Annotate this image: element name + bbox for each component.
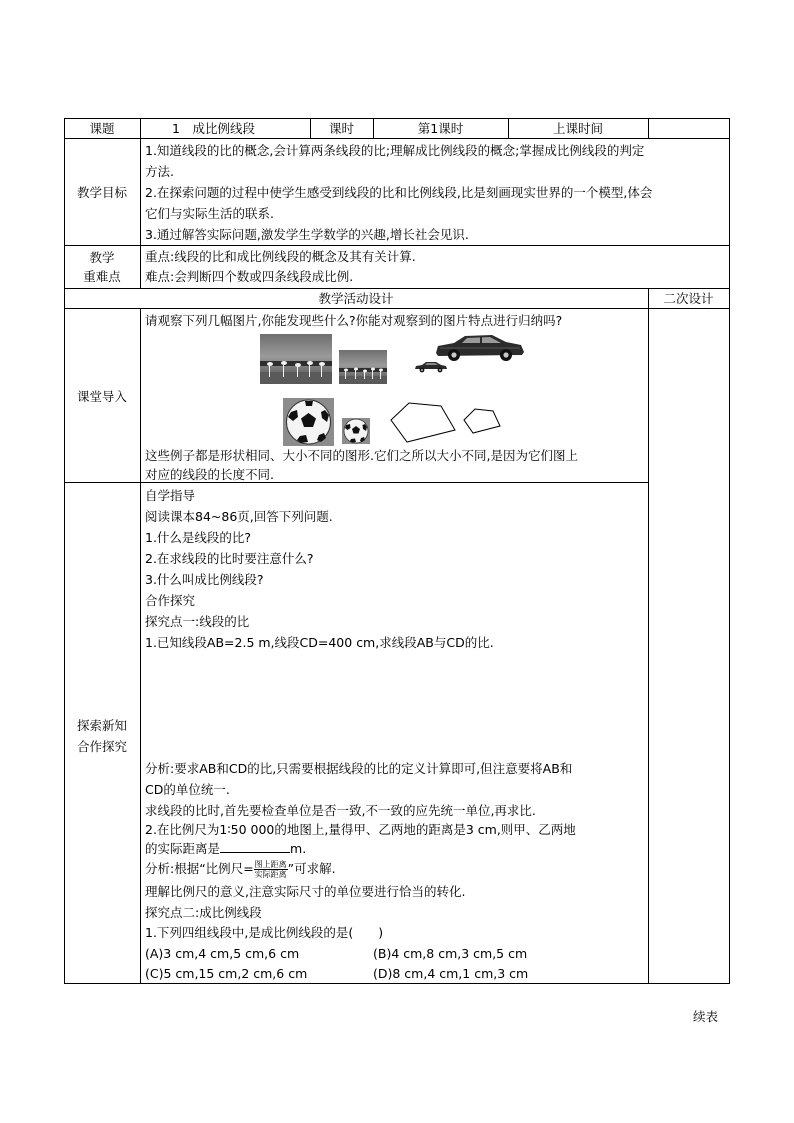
analysis-2-suffix: ”可求解. [287,861,336,876]
explore-label-1: 探索新知 [76,718,127,733]
option-a: (A)3 cm,4 cm,5 cm,6 cm [145,946,300,961]
example-2-line-1: 2.在比例尺为1∶50 000的地图上,量得甲、乙两地的距离是3 cm,则甲、乙两地 [145,822,576,837]
goals-label: 教学目标 [76,185,127,200]
flamingo-photo-large [260,334,332,384]
continued-label: 续表 [693,1009,719,1024]
option-c: (C)5 cm,15 cm,2 cm,6 cm [145,966,308,981]
soccer-ball-large [283,398,334,446]
fraction-numerator: 图上距离 [254,860,287,869]
car-large [434,330,526,362]
soccer-ball-small [342,418,370,444]
class-time-label: 上课时间 [552,121,603,136]
note-1: 求线段的比时,首先要检查单位是否一致,不一致的应先统一单位,再求比. [145,803,536,818]
topic-label: 课题 [89,121,115,136]
analysis-2 [145,859,336,879]
example-2-prefix: 的实际距离是 [145,841,221,856]
inquiry-point-2: 探究点二:成比例线段 [145,905,262,920]
question-1: 1.什么是线段的比? [145,530,252,545]
keypoints-label-1: 教学 [89,250,115,265]
example-2-line-2 [145,839,306,858]
pentagon-small [462,407,502,435]
explore-label-2: 合作探究 [76,739,127,754]
analysis-1-line-1: 分析:要求AB和CD的比,只需要根据线段的比的定义计算即可,但注意要将AB和 [145,761,573,776]
goals-line-5: 3.通过解答实际问题,激发学生学数学的兴趣,增长社会见识. [145,227,469,242]
coop-heading: 合作探究 [145,593,196,608]
example-2-suffix: m. [290,841,307,856]
difficulty-text: 难点:会判断四个数或四条线段成比例. [145,269,354,284]
note-2: 理解比例尺的意义,注意实际尺寸的单位要进行恰当的转化. [145,884,466,899]
answer-blank [220,840,290,853]
goals-line-1: 1.知道线段的比的概念,会计算两条线段的比;理解成比例线段的概念;掌握成比例线段的判定 [145,143,645,158]
option-d: (D)8 cm,4 cm,1 cm,3 cm [373,966,529,981]
scale-fraction [254,860,288,879]
intro-conclusion-2: 对应的线段的长度不同. [145,467,274,482]
intro-label: 课堂导入 [76,389,127,404]
period-label: 课时 [328,121,354,136]
intro-question: 请观察下列几幅图片,你能发现些什么?你能对观察到的图片特点进行归纳吗? [145,313,563,328]
analysis-2-prefix: 分析:根据“比例尺= [145,861,254,876]
reading-task: 阅读课本84~86页,回答下列问题. [145,509,333,524]
question-2: 2.在求线段的比时要注意什么? [145,551,314,566]
second-design-title: 二次设计 [663,291,714,306]
focus-text: 重点:线段的比和成比例线段的概念及其有关计算. [145,249,416,264]
flamingo-photo-small [339,350,387,384]
fraction-denominator: 实际距离 [254,870,287,879]
self-study-heading: 自学指导 [145,488,196,503]
example-3: 1.下列四组线段中,是成比例线段的是( ) [145,925,384,940]
activity-design-title: 教学活动设计 [318,291,394,306]
example-1: 1.已知线段AB=2.5 m,线段CD=400 cm,求线段AB与CD的比. [145,635,494,650]
intro-conclusion-1: 这些例子都是形状相同、大小不同的图形.它们之所以大小不同,是因为它们图上 [145,448,578,463]
pentagon-large [389,400,457,444]
keypoints-label-2: 重难点 [83,269,121,284]
analysis-1-line-2: CD的单位统一. [145,782,230,797]
inquiry-point-1: 探究点一:线段的比 [145,614,250,629]
goals-line-3: 2.在探索问题的过程中使学生感受到线段的比和比例线段,比是刻画现实世界的一个模型,体会 [145,185,653,200]
topic-value: 1 成比例线段 [172,121,255,136]
goals-line-4: 它们与实际生活的联系. [145,206,274,221]
question-3: 3.什么叫成比例线段? [145,572,264,587]
period-value: 第1课时 [417,121,464,136]
option-b: (B)4 cm,8 cm,3 cm,5 cm [373,946,528,961]
goals-line-2: 方法. [145,164,174,179]
